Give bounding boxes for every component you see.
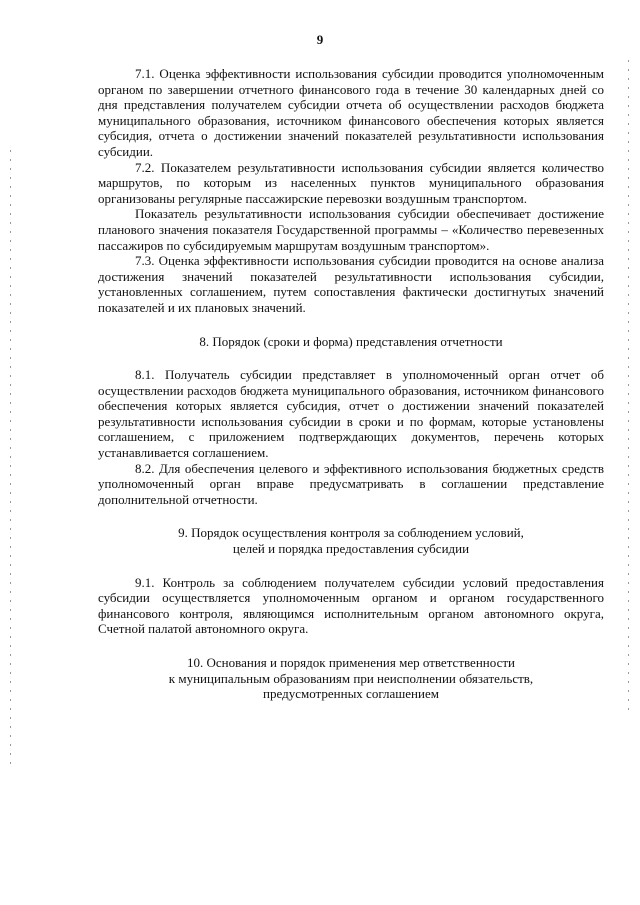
paragraph-7-2-indicator: Показатель результативности использования субсидии обеспечивает достижение планового значения показателя Государственной программы – «Количество перевезенных пассажиров по субсидируемым маршрутам воздушным транспортом». bbox=[98, 206, 604, 253]
page-number: 9 bbox=[316, 32, 324, 47]
section-heading-9 bbox=[98, 525, 604, 556]
heading-line: 8. Порядок (сроки и форма) представления отчетности bbox=[199, 333, 503, 349]
paragraph-8-1: 8.1. Получатель субсидии представляет в уполномоченный орган отчет об осуществлении расходов бюджета муниципального образования, источником финансового обеспечения которых является субсидия, отчет о достижении значений показателей результативности использования субсидии в сроки и по формам, которые установлены соглашением, с приложением подтверждающих документов, перечень которых устанавливается соглашением. bbox=[98, 367, 604, 461]
paragraph-8-2: 8.2. Для обеспечения целевого и эффективного использования бюджетных средств уполномоченный орган вправе предусматривать в соглашении представление дополнительной отчетности. bbox=[98, 460, 604, 507]
document-body bbox=[98, 66, 604, 702]
paragraph-7-3: 7.3. Оценка эффективности использования субсидии проводится на основе анализа достижения значений показателей результативности использования субсидии, установленных соглашением, путем сопоставления фактически достигнутых значений показателей и их плановых значений. bbox=[98, 253, 604, 315]
section-heading-10 bbox=[98, 655, 604, 702]
heading-line: 9. Порядок осуществления контроля за соблюдением условий, bbox=[178, 525, 524, 541]
paragraph-7-2: 7.2. Показателем результативности использования субсидии является количество маршрутов, по которым из населенных пунктов муниципального образования организованы регулярные пассажирские перевозки воздушным транспортом. bbox=[98, 159, 604, 206]
section-heading-8 bbox=[98, 334, 604, 350]
heading-line: целей и порядка предоставления субсидии bbox=[232, 541, 470, 557]
scan-edge-mark-left bbox=[10, 150, 11, 770]
paragraph-7-1: 7.1. Оценка эффективности использования субсидии проводится уполномоченным органом по завершении отчетного финансового года в течение 30 календарных дней со дня представления получателем субсидии отчета об осуществлении расходов бюджета муниципального образования, источником финансового обеспечения которых является субсидия, отчета о достижении значений показателей результативности использования субсидии. bbox=[98, 66, 604, 159]
paragraph-9-1: 9.1. Контроль за соблюдением получателем субсидии условий предоставления субсидии осуществляется уполномоченным органом и органом государственного финансового контроля, являющимся исполнительным органом автономного округа, Счетной палатой автономного округа. bbox=[98, 574, 604, 637]
heading-line: предусмотренных соглашением bbox=[263, 686, 439, 702]
scan-edge-mark-right bbox=[628, 60, 629, 710]
heading-line: к муниципальным образованиям при неисполнении обязательств, bbox=[168, 670, 534, 686]
heading-line: 10. Основания и порядок применения мер ответственности bbox=[187, 655, 515, 670]
